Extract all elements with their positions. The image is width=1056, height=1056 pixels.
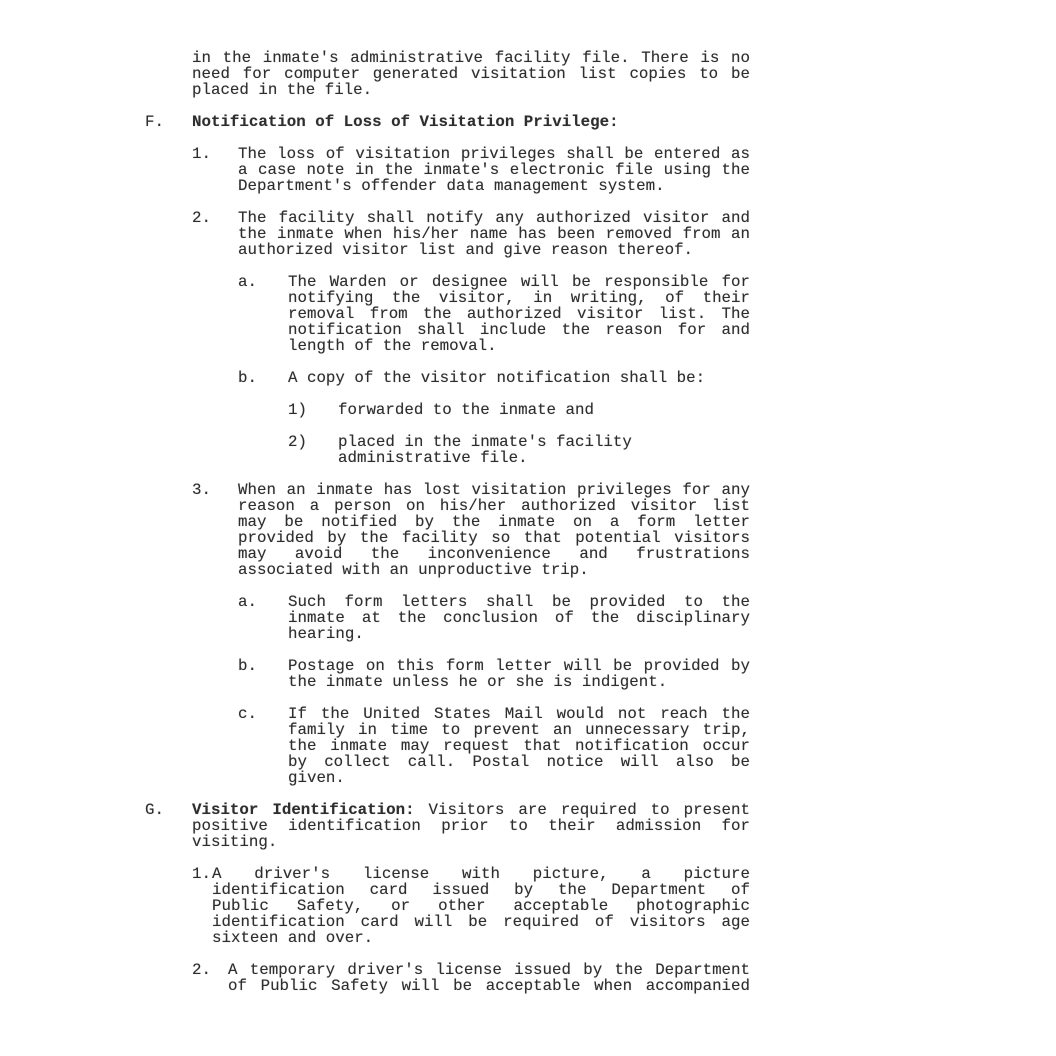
text-line: The loss of visitation privileges shall be entered as: [238, 145, 750, 163]
item-f2a: [238, 274, 1056, 354]
item-f3b: [238, 658, 1056, 690]
text-line: Department's offender data management system.: [238, 177, 665, 195]
item-text: [212, 866, 750, 946]
text-line: placed in the inmate's facility: [338, 433, 632, 451]
section-label: F.: [145, 113, 164, 131]
text-line: hearing.: [288, 625, 364, 643]
text-line: by collect call. Postal notice will also be: [288, 753, 750, 771]
text-line: sixteen and over.: [212, 929, 374, 947]
item-f3c: [238, 706, 1056, 786]
item-text: [288, 594, 750, 642]
text-line: may avoid the inconvenience and frustrations: [238, 545, 750, 563]
text-line: notification shall include the reason for and: [288, 321, 750, 339]
item-label: 1): [288, 401, 307, 419]
text-line: removal from the authorized visitor list. The: [288, 305, 750, 323]
item-label: 2): [288, 433, 307, 451]
section-heading-text: [192, 114, 750, 130]
text-line: length of the removal.: [288, 337, 497, 355]
item-f2b: [238, 370, 1056, 386]
item-text: [238, 210, 750, 258]
text-line: may be notified by the inmate on a form letter: [238, 513, 750, 531]
item-text: [288, 274, 750, 354]
text-line: placed in the file.: [192, 81, 373, 99]
text-line: identification card issued by the Department of: [212, 881, 750, 899]
text-line: identification card will be required of visitors age: [212, 913, 750, 931]
text-line: a case note in the inmate's electronic file using the: [238, 161, 750, 179]
text-line: administrative file.: [338, 449, 528, 467]
text-line: reason a person on his/her authorized visitor list: [238, 497, 750, 515]
item-f3: [192, 482, 1056, 578]
text-line: family in time to prevent an unnecessary trip,: [288, 721, 750, 739]
item-f2b1: [288, 402, 1056, 418]
text-line: If the United States Mail would not reach the: [288, 705, 750, 723]
item-label: b.: [238, 369, 257, 387]
item-label: 2.: [192, 209, 211, 227]
intro-paragraph: [192, 50, 1056, 98]
item-label: 1.: [192, 145, 211, 163]
text-line: A driver's license with picture, a picture: [212, 865, 750, 883]
text-line: When an inmate has lost visitation privileges for any: [238, 481, 750, 499]
section-heading-bold: Visitor Identification:: [192, 801, 415, 819]
text-line: Public Safety, or other acceptable photographic: [212, 897, 750, 915]
item-g1: [192, 866, 1056, 946]
text-line: positive identification prior to their admission for: [192, 817, 750, 835]
section-heading-rest: Visitors are required to present: [414, 801, 750, 819]
item-label: b.: [238, 657, 257, 675]
section-heading-bold: Notification of Loss of Visitation Privilege:: [192, 113, 619, 131]
text-line: given.: [288, 769, 345, 787]
item-text: [238, 482, 750, 578]
item-f1: [192, 146, 1056, 194]
item-label: a.: [238, 593, 257, 611]
text-line: visiting.: [192, 833, 278, 851]
text-line: need for computer generated visitation list copies to be: [192, 65, 750, 83]
item-g2: [192, 962, 1056, 994]
text-line: provided by the facility so that potential visitors: [238, 529, 750, 547]
item-text: [288, 658, 750, 690]
text-line: of Public Safety will be acceptable when accompanied: [228, 977, 750, 995]
item-f2: [192, 210, 1056, 258]
text-line: the inmate when his/her name has been removed from an: [238, 225, 750, 243]
text-line: forwarded to the inmate and: [338, 401, 594, 419]
section-g-heading: [145, 802, 1056, 850]
section-label: G.: [145, 801, 164, 819]
section-f-heading: [145, 114, 1056, 130]
text-line: Postage on this form letter will be provided by: [288, 657, 750, 675]
item-text: [238, 146, 750, 194]
item-label: 2.: [192, 961, 211, 979]
item-text: [288, 370, 750, 386]
text-line: notifying the visitor, in writing, of their: [288, 289, 750, 307]
text-line: A copy of the visitor notification shall be:: [288, 369, 706, 387]
text-line: The facility shall notify any authorized visitor and: [238, 209, 750, 227]
item-f3a: [238, 594, 1056, 642]
text-line: in the inmate's administrative facility file. There is no: [192, 49, 750, 67]
item-label: a.: [238, 273, 257, 291]
text-line: authorized visitor list and give reason thereof.: [238, 241, 694, 259]
paragraph-text: [192, 50, 750, 98]
item-label: 3.: [192, 481, 211, 499]
item-text: [288, 706, 750, 786]
text-line: the inmate unless he or she is indigent.: [288, 673, 668, 691]
item-text: [338, 434, 750, 466]
text-line: inmate at the conclusion of the disciplinary: [288, 609, 750, 627]
item-label: c.: [238, 705, 257, 723]
text-line: The Warden or designee will be responsible for: [288, 273, 750, 291]
document-content: [0, 50, 1056, 994]
text-line: the inmate may request that notification occur: [288, 737, 750, 755]
section-heading-text: [192, 802, 750, 850]
item-text: [228, 962, 750, 994]
item-f2b2: [288, 434, 1056, 466]
item-text: [338, 402, 750, 418]
item-label: 1.: [192, 865, 211, 883]
text-line: Such form letters shall be provided to the: [288, 593, 750, 611]
text-line: A temporary driver's license issued by the Department: [228, 961, 750, 979]
text-line: associated with an unproductive trip.: [238, 561, 589, 579]
